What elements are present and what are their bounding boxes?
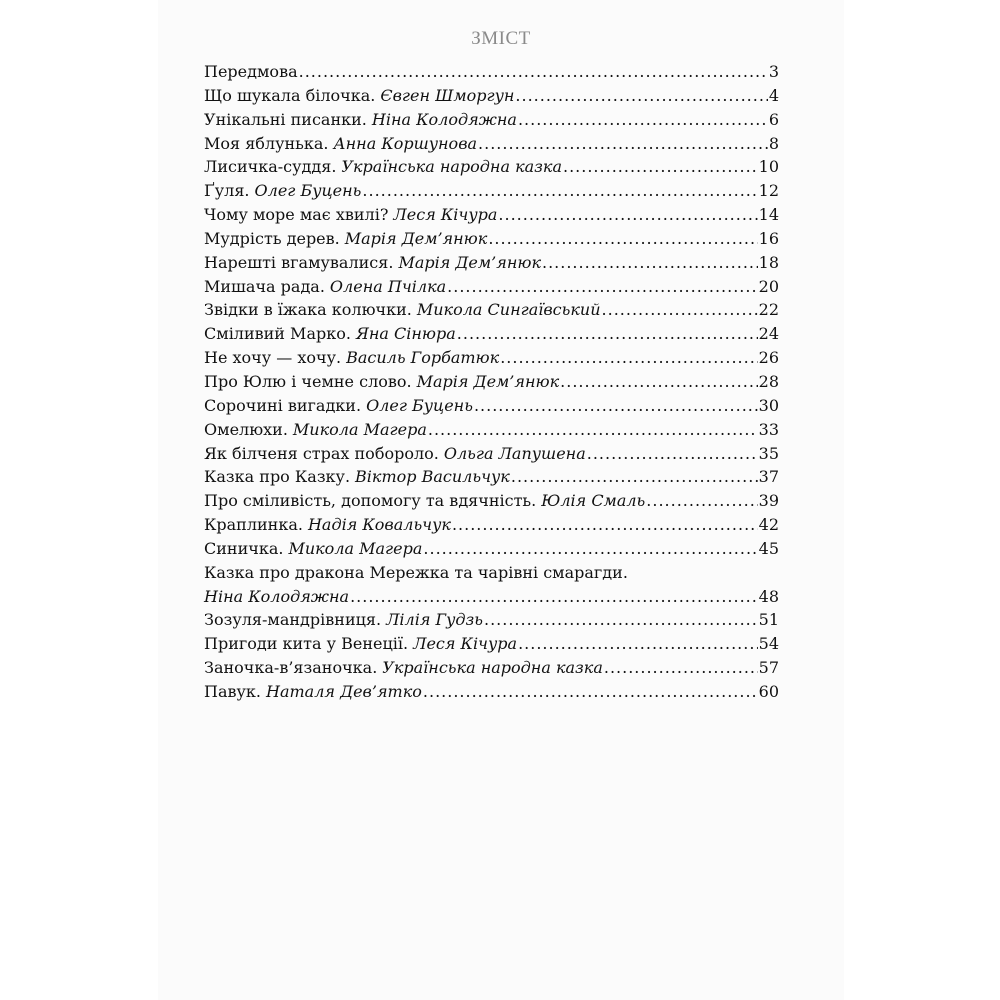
dot-leader	[604, 656, 758, 680]
toc-entry	[204, 656, 779, 680]
entry-page-number: 30	[758, 395, 779, 415]
entry-title: Сорочині вигадки.	[204, 395, 362, 415]
dot-leader	[299, 60, 768, 84]
toc-entry	[204, 322, 779, 346]
toc-entry	[204, 680, 779, 704]
toc-entry	[204, 346, 779, 370]
toc-entry	[204, 608, 779, 632]
dot-leader	[362, 179, 757, 203]
entry-page-number: 33	[758, 419, 779, 439]
entry-page-number: 4	[768, 85, 779, 105]
entry-title: Мишача рада.	[204, 276, 325, 296]
entry-page-number: 24	[758, 324, 779, 344]
toc-entry	[204, 132, 779, 156]
entry-title: Пригоди кита у Венеції.	[204, 634, 409, 654]
toc-entry	[204, 418, 779, 442]
entry-page-number: 18	[758, 252, 779, 272]
toc-entry	[204, 513, 779, 537]
entry-author: Наталя Дев’ятко	[266, 681, 422, 701]
entry-page-number: 3	[768, 62, 779, 81]
entry-title: Як білченя страх побороло.	[204, 443, 439, 463]
entry-title: Моя яблунька.	[204, 133, 329, 153]
entry-title: Краплинка.	[204, 515, 303, 535]
toc-entry	[204, 60, 779, 84]
entry-title: Мудрість дерев.	[204, 228, 340, 248]
entry-author: Юлія Смаль	[541, 491, 646, 511]
dot-leader	[587, 442, 758, 466]
dot-leader	[646, 489, 757, 513]
toc-entry	[204, 489, 779, 513]
entry-page-number: 20	[758, 276, 779, 296]
entry-author: Микола Магера	[292, 419, 427, 439]
entry-page-number: 16	[758, 228, 779, 248]
entry-title: Не хочу — хочу.	[204, 348, 342, 368]
entry-author: Євген Шморгун	[380, 85, 515, 105]
entry-author: Українська народна казка	[341, 157, 562, 177]
page-title: ЗМІСТ	[471, 28, 531, 49]
entry-author: Марія Дем’янюк	[344, 228, 488, 248]
entry-title: Казка про дракона Мережка та чарівні смарагди.	[204, 562, 628, 582]
entry-title: Омелюхи.	[204, 419, 288, 439]
entry-title: Зозуля-мандрівниця.	[204, 610, 382, 630]
toc-entry	[204, 442, 779, 466]
entry-page-number: 54	[758, 634, 779, 654]
entry-title: Про сміливість, допомогу та вдячність.	[204, 491, 537, 511]
dot-leader	[423, 680, 758, 704]
entry-page-number: 35	[758, 443, 779, 463]
entry-author: Українська народна казка	[382, 658, 603, 678]
toc-entry	[204, 251, 779, 275]
entry-title: Синичка.	[204, 538, 284, 558]
entry-author: Лілія Гудзь	[386, 610, 483, 630]
dot-leader	[511, 465, 758, 489]
entry-title: Казка про Казку.	[204, 467, 351, 487]
entry-title: Лисичка-суддя.	[204, 157, 337, 177]
toc-entry	[204, 561, 779, 585]
dot-leader	[560, 370, 757, 394]
entry-page-number: 28	[758, 371, 779, 391]
toc-entry	[204, 275, 779, 299]
dot-leader	[350, 585, 758, 609]
dot-leader	[428, 418, 758, 442]
table-of-contents	[204, 60, 779, 704]
entry-title: Чому море має хвилі?	[204, 205, 389, 225]
entry-author: Анна Коршунова	[333, 133, 478, 153]
entry-page-number: 48	[758, 586, 779, 606]
dot-leader	[488, 227, 757, 251]
dot-leader	[498, 203, 757, 227]
entry-author: Леся Кічура	[413, 634, 518, 654]
dot-leader	[478, 132, 768, 156]
entry-title: Унікальні писанки.	[204, 109, 367, 129]
dot-leader	[423, 537, 757, 561]
toc-entry	[204, 537, 779, 561]
toc-entry	[204, 203, 779, 227]
toc-entry	[204, 108, 779, 132]
entry-title: Нарешті вгамувалися.	[204, 252, 394, 272]
entry-title: Павук.	[204, 681, 261, 701]
entry-author: Ольга Лапушена	[443, 443, 586, 463]
entry-page-number: 14	[758, 205, 779, 225]
entry-title: Передмова	[204, 62, 298, 81]
entry-page-number: 57	[758, 658, 779, 678]
entry-page-number: 42	[758, 515, 779, 535]
toc-entry	[204, 155, 779, 179]
dot-leader	[474, 394, 758, 418]
entry-author: Ніна Колодяжна	[371, 109, 517, 129]
entry-page-number: 6	[768, 109, 779, 129]
entry-author: Василь Горбатюк	[346, 348, 500, 368]
entry-page-number: 12	[758, 181, 779, 201]
entry-author: Марія Дем’янюк	[416, 371, 560, 391]
entry-page-number: 45	[758, 538, 779, 558]
dot-leader	[452, 513, 758, 537]
entry-title: Ґуля.	[204, 181, 250, 201]
dot-leader	[447, 275, 757, 299]
entry-page-number: 37	[758, 467, 779, 487]
dot-leader	[518, 108, 768, 132]
dot-leader	[457, 322, 758, 346]
entry-author: Яна Сінюра	[355, 324, 456, 344]
toc-entry	[204, 632, 779, 656]
dot-leader	[500, 346, 757, 370]
entry-page-number: 39	[758, 491, 779, 511]
toc-entry	[204, 394, 779, 418]
toc-entry	[204, 370, 779, 394]
entry-page-number: 22	[758, 300, 779, 320]
entry-page-number: 26	[758, 348, 779, 368]
entry-author: Віктор Васильчук	[355, 467, 510, 487]
entry-author: Марія Дем’янюк	[398, 252, 541, 272]
entry-author: Ніна Колодяжна	[204, 586, 350, 606]
entry-page-number: 8	[768, 133, 779, 153]
toc-entry	[204, 465, 779, 489]
entry-author: Микола Магера	[288, 538, 423, 558]
dot-leader	[515, 84, 767, 108]
entry-author: Надія Ковальчук	[307, 515, 451, 535]
dot-leader	[542, 251, 758, 275]
entry-title: Про Юлю і чемне слово.	[204, 371, 412, 391]
entry-author: Леся Кічура	[393, 205, 498, 225]
dot-leader	[484, 608, 758, 632]
entry-page-number: 10	[758, 157, 779, 177]
toc-entry-continuation	[204, 585, 779, 609]
entry-author: Олег Буцень	[254, 181, 362, 201]
toc-entry	[204, 84, 779, 108]
entry-author: Олег Буцень	[366, 395, 473, 415]
entry-page-number: 60	[758, 681, 779, 701]
toc-entry	[204, 298, 779, 322]
entry-author: Олена Пчілка	[329, 276, 447, 296]
dot-leader	[602, 298, 758, 322]
entry-author: Микола Сингаївський	[416, 300, 601, 320]
dot-leader	[518, 632, 758, 656]
entry-page-number: 51	[758, 610, 779, 630]
entry-title: Заночка-в’язаночка.	[204, 658, 378, 678]
dot-leader	[563, 155, 758, 179]
entry-title: Звідки в їжака колючки.	[204, 300, 412, 320]
toc-entry	[204, 179, 779, 203]
entry-title: Сміливий Марко.	[204, 324, 351, 344]
entry-title: Що шукала білочка.	[204, 85, 376, 105]
toc-entry	[204, 227, 779, 251]
